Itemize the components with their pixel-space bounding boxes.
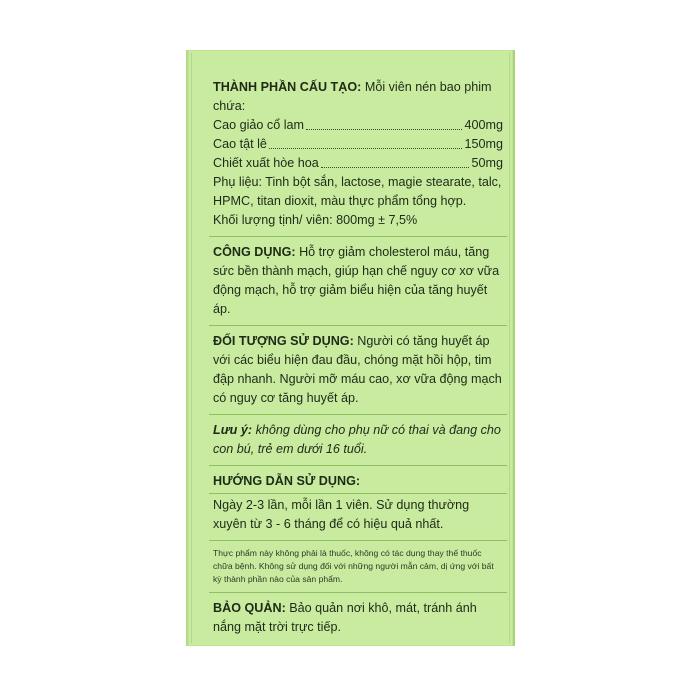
storage-text: Bảo quản nơi khô, mát, tránh ánh nắng mặt trời trực tiếp. bbox=[213, 601, 477, 634]
uses-heading: CÔNG DỤNG: bbox=[213, 245, 296, 259]
caution-paragraph bbox=[213, 421, 503, 459]
leader-dots bbox=[321, 154, 470, 168]
storage-section bbox=[213, 599, 503, 637]
divider bbox=[209, 592, 507, 593]
divider bbox=[209, 540, 507, 541]
directions-section bbox=[213, 472, 503, 534]
composition-intro: Mỗi viên nén bao phim chứa: bbox=[213, 80, 492, 113]
ingredient-row bbox=[213, 154, 503, 173]
uses-paragraph bbox=[213, 243, 503, 319]
ingredient-name: Cao tật lê bbox=[213, 137, 267, 151]
divider bbox=[209, 465, 507, 466]
ingredient-name: Cao giảo cổ lam bbox=[213, 118, 305, 132]
ingredient-amount: 50mg bbox=[471, 156, 503, 170]
divider bbox=[209, 414, 507, 415]
ingredient-row bbox=[213, 135, 503, 154]
ingredient-name: Chiết xuất hòe hoa bbox=[213, 156, 319, 170]
ingredient-row bbox=[213, 116, 503, 135]
excipients-text: Phụ liệu: Tinh bột sắn, lactose, magie stearate, talc, HPMC, titan dioxit, màu thực phẩm tổng hợp. bbox=[213, 175, 502, 208]
caution-heading: Lưu ý: bbox=[213, 423, 253, 437]
ingredient-amount: 400mg bbox=[464, 118, 503, 132]
target-section bbox=[213, 332, 503, 408]
composition-heading: THÀNH PHẦN CẤU TẠO: bbox=[213, 80, 362, 94]
divider bbox=[209, 493, 507, 494]
label-content bbox=[213, 78, 503, 637]
target-paragraph bbox=[213, 332, 503, 408]
composition-intro-line bbox=[213, 78, 503, 116]
divider bbox=[209, 236, 507, 237]
divider bbox=[209, 325, 507, 326]
target-heading: ĐỐI TƯỢNG SỬ DỤNG: bbox=[213, 334, 354, 348]
uses-section bbox=[213, 243, 503, 319]
disclaimer-text: Thực phẩm này không phải là thuốc, không có tác dụng thay thế thuốc chữa bệnh. Không sử dụng đối với những người mẫn cảm, dị ứng với bất kỳ thành phần nào của sản phẩm. bbox=[213, 548, 494, 584]
composition-section bbox=[213, 78, 503, 230]
directions-text: Ngày 2-3 lần, mỗi lần 1 viên. Sử dụng thường xuyên từ 3 - 6 tháng để có hiệu quả nhất. bbox=[213, 498, 470, 531]
storage-paragraph bbox=[213, 599, 503, 637]
leader-dots bbox=[269, 135, 463, 149]
uses-text: Hỗ trợ giảm cholesterol máu, tăng sức bền thành mạch, giúp hạn chế nguy cơ xơ vữa động mạch, hỗ trợ giảm biểu hiện của tăng huyết áp. bbox=[213, 245, 500, 316]
ingredient-amount: 150mg bbox=[464, 137, 503, 151]
directions-heading: HƯỚNG DẪN SỬ DỤNG: bbox=[213, 474, 361, 488]
storage-heading: BẢO QUẢN: bbox=[213, 601, 286, 615]
target-text: Người có tăng huyết áp với các biểu hiện đau đầu, chóng mặt hồi hộp, tim đập nhanh. Người mỡ máu cao, xơ vữa động mạch có nguy cơ tăng huyết áp. bbox=[213, 334, 502, 405]
caution-section bbox=[213, 421, 503, 459]
net-weight-text: Khối lượng tịnh/ viên: 800mg ± 7,5% bbox=[213, 213, 418, 227]
caution-text: không dùng cho phụ nữ có thai và đang cho con bú, trẻ em dưới 16 tuổi. bbox=[213, 423, 501, 456]
leader-dots bbox=[306, 116, 462, 130]
